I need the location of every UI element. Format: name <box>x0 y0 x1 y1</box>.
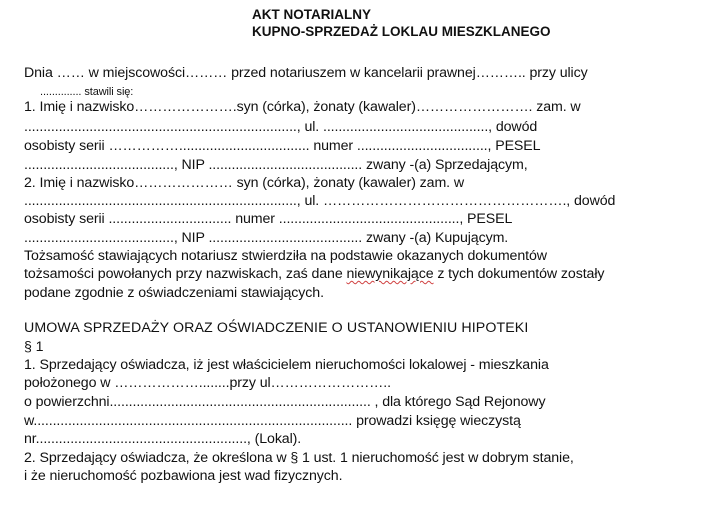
section-paragraph-mark: § 1 <box>24 339 44 355</box>
section-line-number: nr......................................................., (Lokal). <box>24 431 302 447</box>
identity-statement-line-2-start: tożsamości powołanych przy nazwiskach, zaś dane <box>24 266 347 282</box>
seller-address-line: ......................................................................., ul. ..........................................., dowód <box>24 119 538 135</box>
buyer-name-line: 2. Imię i nazwisko………………… syn (córka), żonaty (kawaler) zam. w <box>24 175 465 191</box>
section-heading: UMOWA SPRZEDAŻY ORAZ OŚWIADCZENIE O USTANOWIENIU HIPOTEKI <box>24 320 529 336</box>
document-title-line-1: AKT NOTARIALNY <box>252 7 371 22</box>
document-title-line-2: KUPNO-SPRZEDAŻ LOKLAU MIESZKLANEGO <box>252 24 551 39</box>
seller-name-line: 1. Imię i nazwisko………………….syn (córka), żonaty (kawaler)……………………. zam. w <box>24 99 581 115</box>
paragraph-line-appeared: .............. stawili się: <box>40 86 134 98</box>
identity-statement-line-1: Tożsamość stawiających notariusz stwierdziła na podstawie okazanych dokumentów <box>24 248 547 264</box>
buyer-address-line: ......................................................................., ul. ……………………………………………., dowód <box>24 193 616 209</box>
identity-statement-line-2-end: z tych dokumentów zostały <box>433 266 605 282</box>
section-line-location: położonego w ………………........przy ul…………………….. <box>24 375 391 391</box>
section-line-court: w................................................................................... prowadzi księgę wieczystą <box>24 413 521 429</box>
section-line-area: o powierzchni.................................................................... , dla którego Sąd Rejonowy <box>24 394 546 410</box>
seller-id-line: osobisty serii …………….................................. numer .................................., PESEL <box>24 138 541 154</box>
spellcheck-marked-word: niewynikające <box>346 266 434 282</box>
paragraph-line-date: Dnia …… w miejscowości……… przed notariuszem w kancelarii prawnej……….. przy ulicy <box>24 65 588 81</box>
seller-nip-line: ......................................., NIP ........................................ zwany -(a) Sprzedającym, <box>24 157 528 173</box>
section-line-owner: 1. Sprzedający oświadcza, iż jest właścicielem nieruchomości lokalowej - mieszkania <box>24 357 549 373</box>
section-line-condition: 2. Sprzedający oświadcza, że określona w § 1 ust. 1 nieruchomość jest w dobrym stanie, <box>24 450 574 466</box>
buyer-id-line: osobisty serii ................................ numer ..............................................., PESEL <box>24 211 513 227</box>
identity-statement-line-2 <box>24 266 604 283</box>
buyer-nip-line: ......................................., NIP ........................................ zwany -(a) Kupującym. <box>24 230 509 246</box>
section-line-defects: i że nieruchomość pozbawiona jest wad fizycznych. <box>24 468 343 484</box>
identity-statement-line-3: podane zgodnie z oświadczeniami stawiających. <box>24 285 324 301</box>
